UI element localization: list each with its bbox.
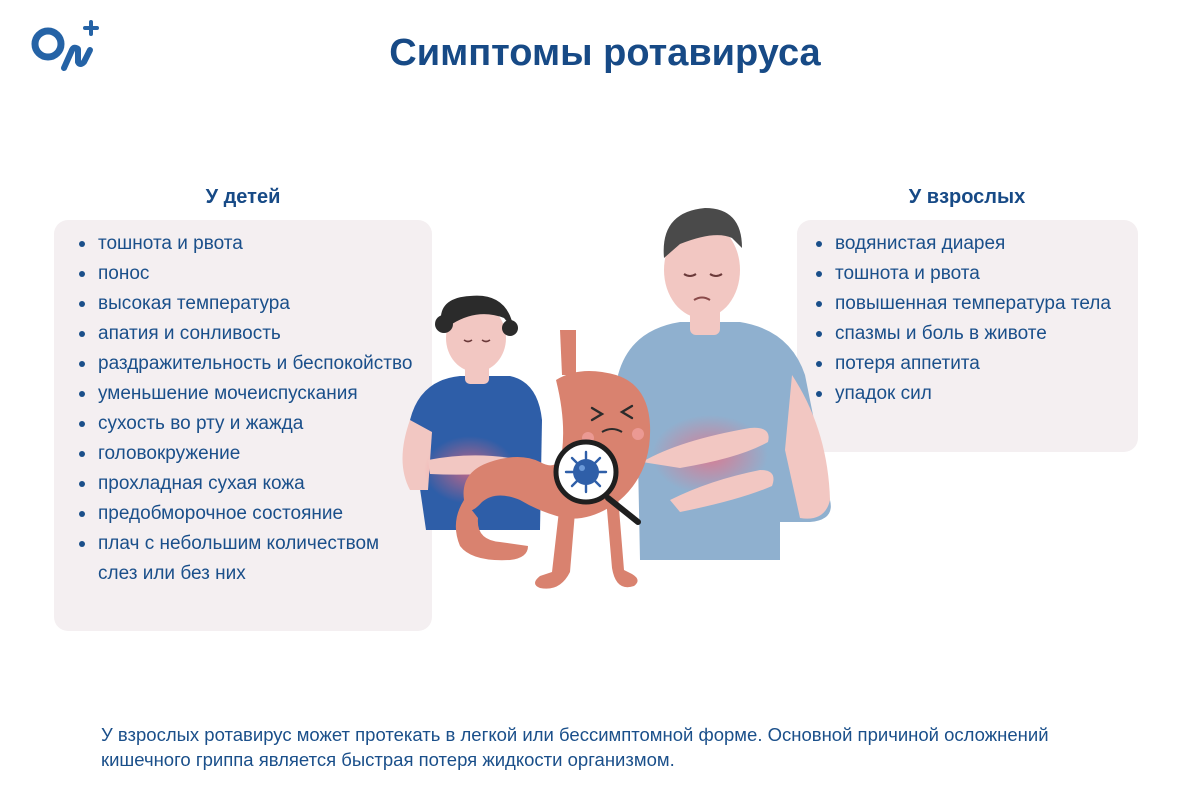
children-heading: У детей bbox=[205, 186, 281, 208]
children-symptom-list bbox=[76, 229, 422, 589]
bullet-icon bbox=[79, 481, 85, 487]
list-item: плач с небольшим количеством слез или без них bbox=[76, 529, 422, 589]
list-item: раздражительность и беспокойство bbox=[76, 349, 422, 379]
adults-symptoms-card bbox=[797, 220, 1138, 452]
bullet-icon bbox=[79, 361, 85, 367]
bullet-icon bbox=[79, 271, 85, 277]
bullet-icon bbox=[79, 511, 85, 517]
bullet-icon bbox=[79, 241, 85, 247]
list-item: упадок сил bbox=[813, 379, 1128, 409]
list-item: тошнота и рвота bbox=[76, 229, 422, 259]
list-item: высокая температура bbox=[76, 289, 422, 319]
list-item: понос bbox=[76, 259, 422, 289]
adults-symptom-list bbox=[813, 229, 1128, 409]
list-item: прохладная сухая кожа bbox=[76, 469, 422, 499]
list-item: водянистая диарея bbox=[813, 229, 1128, 259]
bullet-icon bbox=[79, 451, 85, 457]
children-symptoms-card bbox=[54, 220, 432, 631]
bullet-icon bbox=[79, 301, 85, 307]
list-item: уменьшение мочеиспускания bbox=[76, 379, 422, 409]
list-item: спазмы и боль в животе bbox=[813, 319, 1128, 349]
list-item: повышенная температура тела bbox=[813, 289, 1128, 319]
bullet-icon bbox=[79, 331, 85, 337]
list-item: тошнота и рвота bbox=[813, 259, 1128, 289]
page-title: Симптомы ротавируса bbox=[389, 32, 821, 74]
bullet-icon bbox=[79, 421, 85, 427]
list-item: предобморочное состояние bbox=[76, 499, 422, 529]
adult-figure bbox=[618, 208, 831, 560]
adults-heading: У взрослых bbox=[908, 186, 1026, 208]
footer-note: У взрослых ротавирус может протекать в легкой или бессимптомной форме. Основной причиной осложнений кишечного гриппа является быстрая потеря жидкости организмом. bbox=[101, 724, 1049, 770]
rotavirus-illustration bbox=[380, 200, 840, 600]
bullet-icon bbox=[79, 391, 85, 397]
list-item: сухость во рту и жажда bbox=[76, 409, 422, 439]
list-item: потеря аппетита bbox=[813, 349, 1128, 379]
list-item: апатия и сонливость bbox=[76, 319, 422, 349]
bullet-icon bbox=[79, 541, 85, 547]
list-item: головокружение bbox=[76, 439, 422, 469]
